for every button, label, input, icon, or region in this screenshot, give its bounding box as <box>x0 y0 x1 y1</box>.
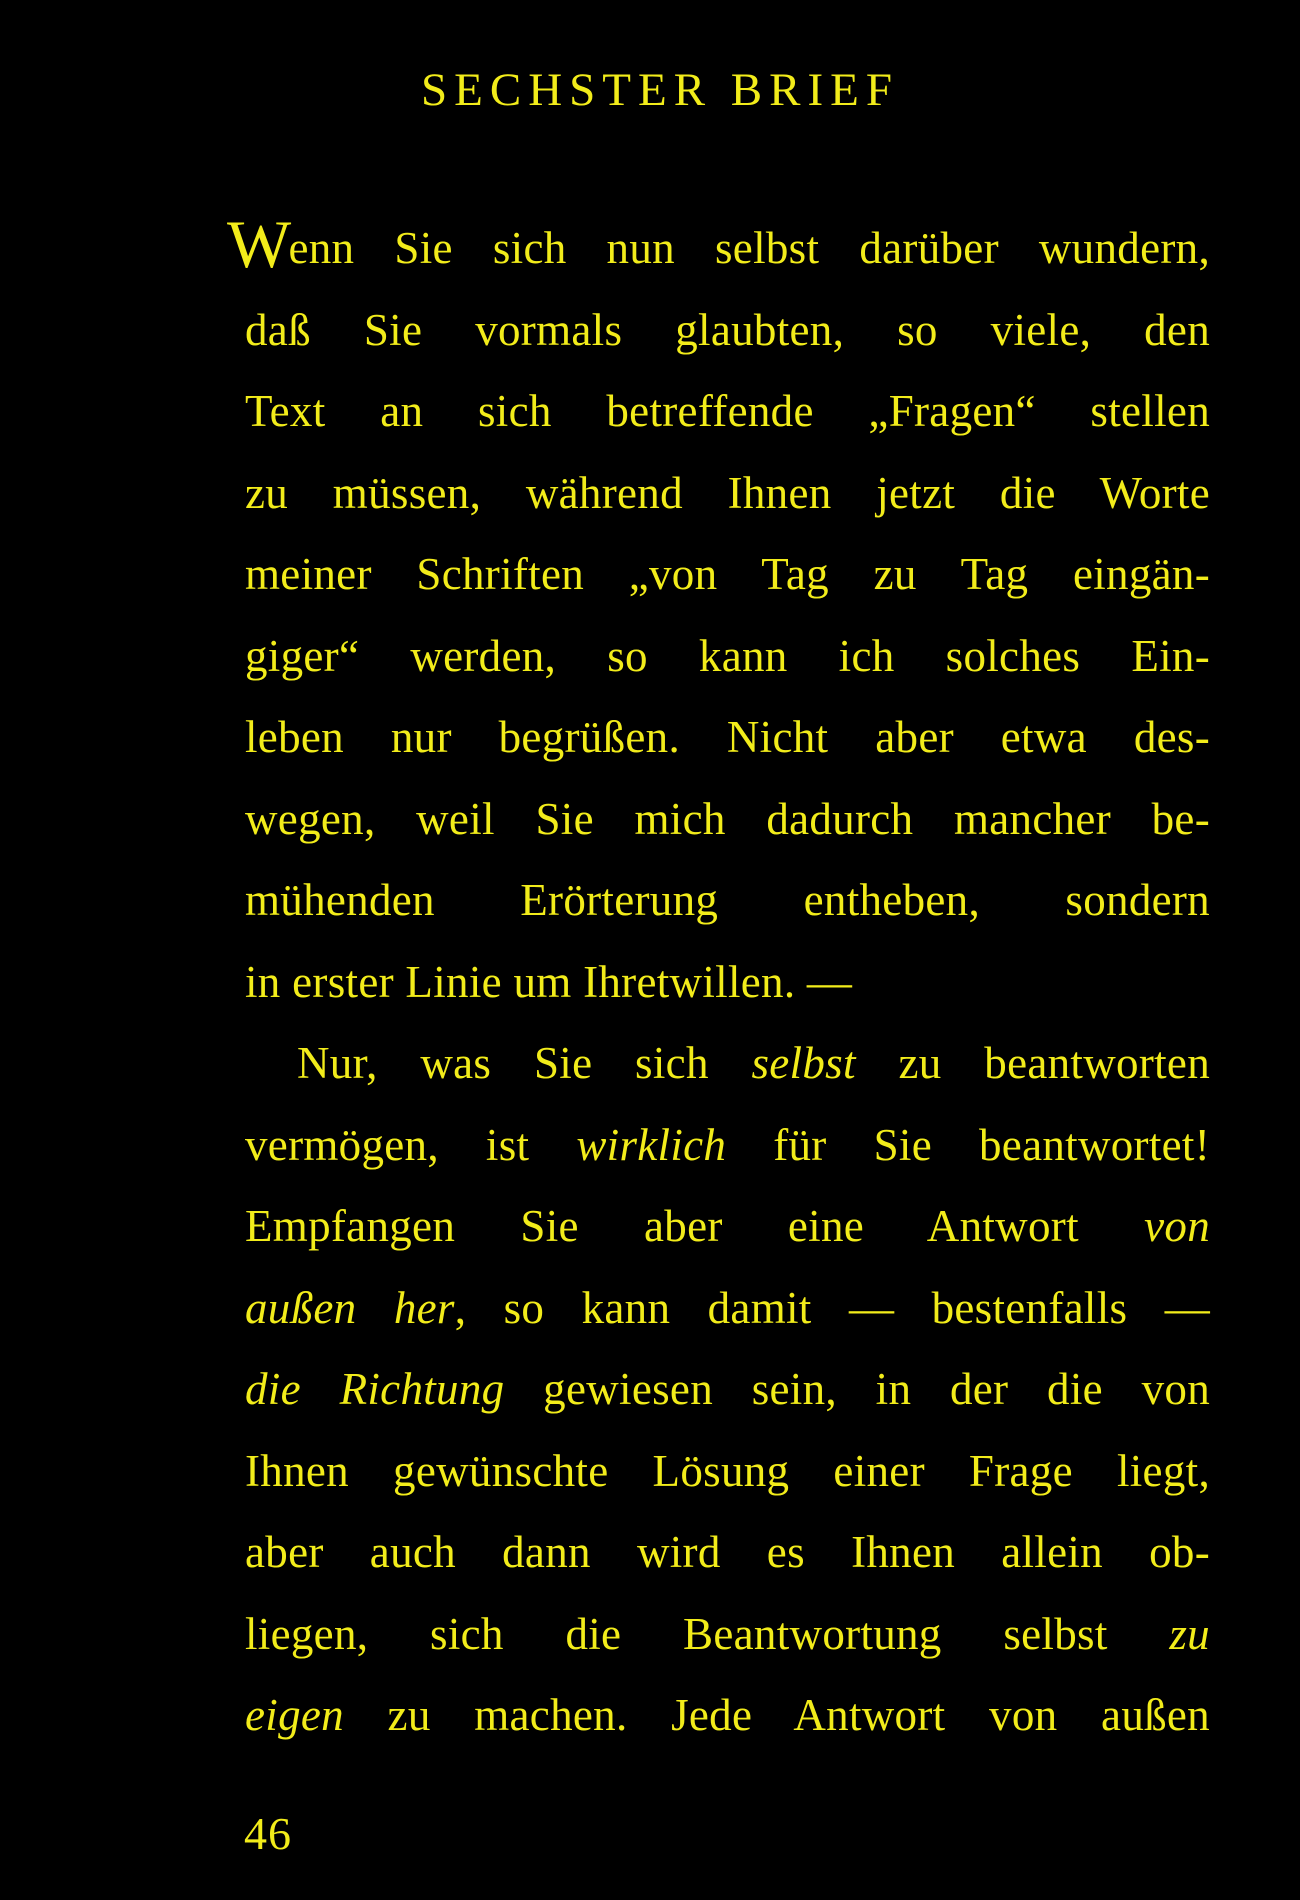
line-text: enn Sie sich nun selbst darüber wundern, <box>288 223 1210 273</box>
text-line <box>245 1594 1210 1676</box>
chapter-heading: SECHSTER BRIEF <box>421 64 899 116</box>
text-line <box>245 1105 1210 1187</box>
text-line: leben nur begrüßen. Nicht aber etwa des- <box>245 712 1210 762</box>
line-text: liegen, sich die Beantwortung selbst <box>245 1608 1170 1659</box>
text-line: zu müssen, während Ihnen jetzt die Worte <box>245 467 1210 518</box>
text-line <box>227 206 1210 290</box>
emphasis-text: die Richtung <box>245 1364 505 1414</box>
line-text: vermögen, ist <box>245 1119 577 1170</box>
emphasis-text: zu <box>1169 1608 1210 1659</box>
text-line: mühenden Erörterung entheben, sondern <box>245 875 1210 925</box>
text-line: wegen, weil Sie mich dadurch mancher be- <box>245 793 1210 844</box>
line-text: für Sie beantwortet! <box>726 1119 1211 1170</box>
emphasis-text: eigen <box>245 1690 344 1740</box>
emphasis-text: selbst <box>751 1038 856 1088</box>
text-line: Text an sich betreffende „Fragen“ stellen <box>245 386 1210 436</box>
page-number: 46 <box>244 1808 292 1859</box>
text-line <box>245 1268 1210 1350</box>
text-line: giger“ werden, so kann ich solches Ein- <box>245 630 1210 681</box>
body-text <box>227 206 1211 1757</box>
text-line: meiner Schriften „von Tag zu Tag eingän- <box>245 549 1210 599</box>
emphasis-text: von <box>1144 1201 1210 1251</box>
text-line <box>245 1349 1210 1431</box>
text-line: daß Sie vormals glaubten, so viele, den <box>245 304 1210 355</box>
line-text: zu machen. Jede Antwort von außen <box>343 1690 1210 1740</box>
text-line: Ihnen gewünschte Lösung einer Frage liegt, <box>245 1445 1210 1496</box>
line-text: Empfangen Sie aber eine Antwort <box>245 1201 1145 1251</box>
drop-cap: W <box>227 206 292 282</box>
text-line: in erster Linie um Ihretwillen. — <box>245 956 853 1007</box>
line-text: gewiesen sein, in der die von <box>504 1364 1210 1414</box>
text-line: aber auch dann wird es Ihnen allein ob- <box>245 1527 1210 1577</box>
line-text: zu beantworten <box>855 1038 1210 1088</box>
text-line <box>245 1675 1210 1757</box>
text-line <box>245 1023 1210 1105</box>
line-text: , so kann damit — bestenfalls — <box>454 1282 1210 1333</box>
emphasis-text: außen her <box>245 1282 455 1333</box>
emphasis-text: wirklich <box>576 1119 727 1170</box>
line-text: Nur, was Sie sich <box>297 1038 752 1088</box>
text-line <box>245 1186 1210 1268</box>
